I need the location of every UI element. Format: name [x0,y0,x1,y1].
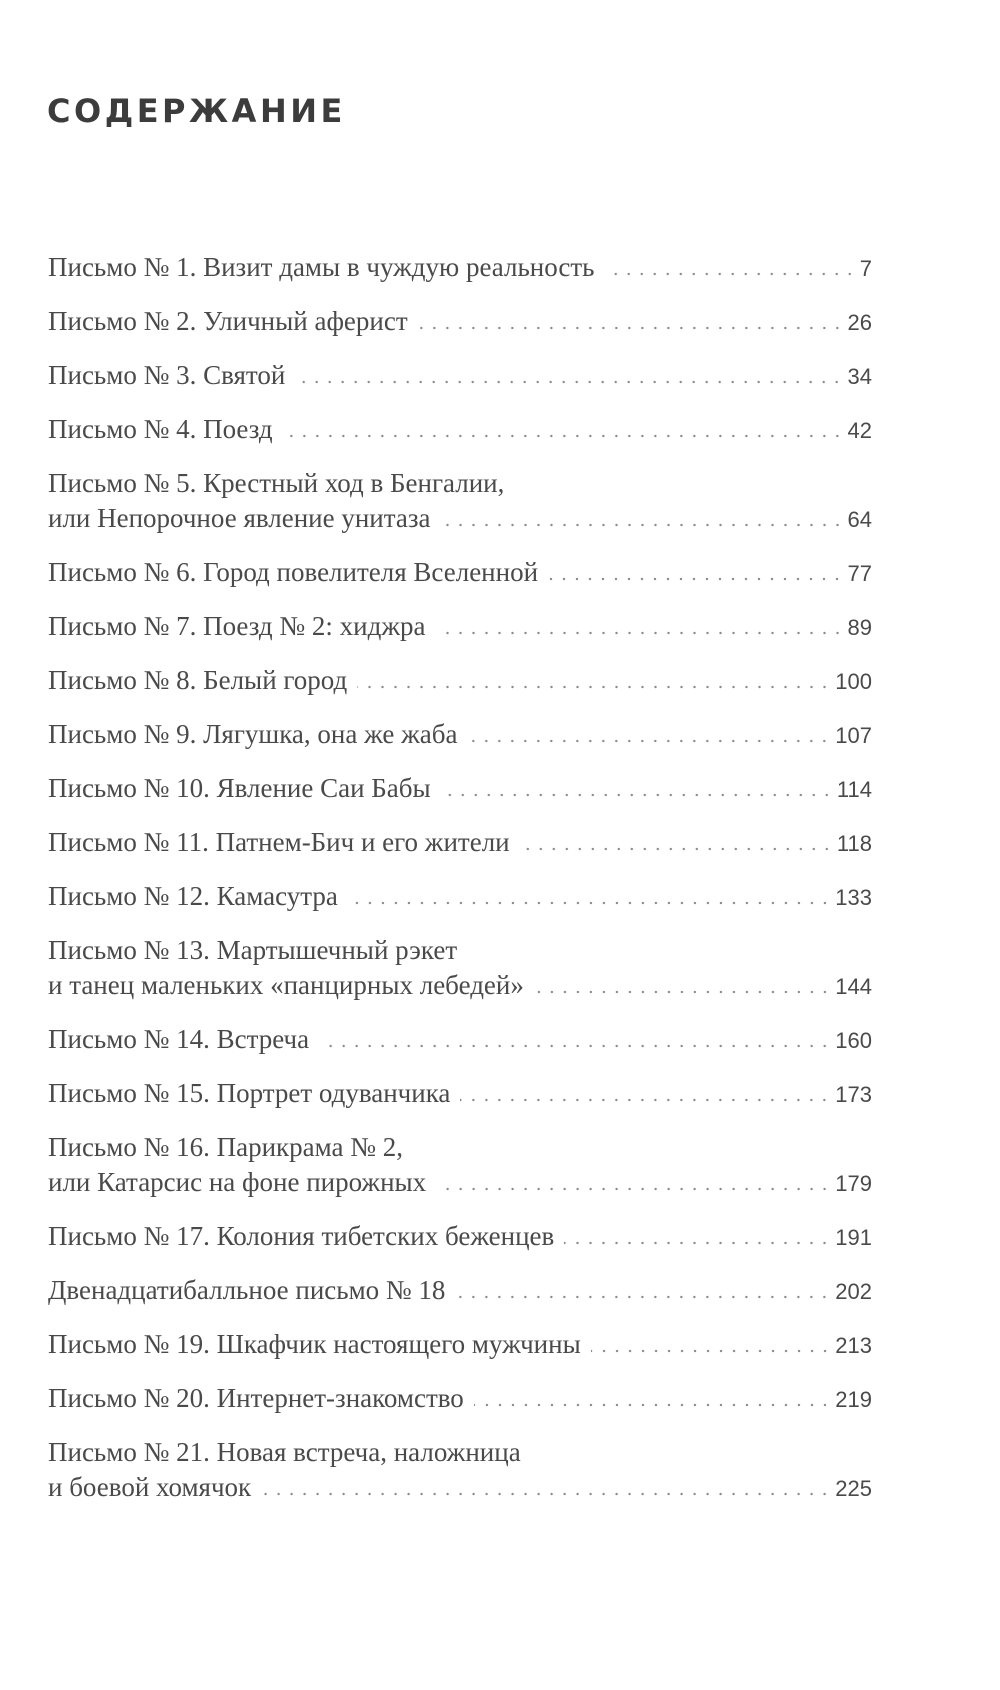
toc-entry[interactable] [48,879,872,914]
toc-entry-line [48,1470,872,1505]
page-number: 34 [847,364,872,389]
toc-entry-line [48,250,872,285]
toc-entry-line [48,555,872,590]
toc-entry-line [48,1381,872,1416]
page-number: 160 [835,1028,872,1053]
dot-leader [357,685,831,689]
toc-entry[interactable] [48,933,872,1003]
toc-entry[interactable] [48,358,872,393]
page-number: 191 [835,1225,872,1250]
toc-entry[interactable] [48,1381,872,1416]
toc-entry[interactable] [48,663,872,698]
page-number: 173 [835,1082,872,1107]
page-number: 100 [835,669,872,694]
page-number: 114 [836,777,872,802]
toc-entry-title: Письмо № 2. Уличный аферист [48,306,408,336]
toc-entry-title: Двенадцатибалльное письмо № 18 [48,1275,446,1305]
toc-entry-title: или Катарсис на фоне пирожных [48,1167,427,1197]
page-number: 7 [859,256,872,281]
toc-entry-line [48,717,872,752]
dot-leader [455,1295,831,1299]
dot-leader [348,901,831,905]
page-title: СОДЕРЖАНИЕ [47,92,346,130]
toc-entry-line [48,1165,872,1200]
toc-entry-line [48,358,872,393]
toc-entry-line [48,1076,872,1111]
toc-entry-title: Письмо № 4. Поезд [48,414,273,444]
toc-entry-line [48,663,872,698]
toc-entry-line [48,609,872,644]
toc-entry-title: или Непорочное явление унитаза [48,503,431,533]
toc-entry[interactable] [48,466,872,536]
toc-entry-line [48,1130,872,1165]
dot-leader [261,1492,831,1496]
toc-entry-title: Письмо № 21. Новая встреча, наложница [48,1437,521,1467]
toc-entry[interactable] [48,771,872,806]
toc-entry[interactable] [48,1130,872,1200]
dot-leader [436,631,844,635]
dot-leader [418,326,844,330]
dot-leader [441,793,833,797]
dot-leader [591,1349,832,1353]
toc-entry-title: Письмо № 1. Визит дамы в чуждую реальность [48,252,595,282]
toc-entry[interactable] [48,717,872,752]
toc-entry-title: Письмо № 3. Святой [48,360,286,390]
toc-entry[interactable] [48,1327,872,1362]
toc-entry-title: и боевой хомячок [48,1472,252,1502]
toc-entry-title: Письмо № 12. Камасутра [48,881,338,911]
toc-entry-line [48,466,872,501]
dot-leader [436,1187,831,1191]
page-number: 144 [835,974,872,999]
toc-entry[interactable] [48,609,872,644]
toc-entry-title: Письмо № 10. Явление Саи Бабы [48,773,431,803]
dot-leader [605,272,856,276]
dot-leader [520,847,833,851]
dot-leader [283,434,844,438]
toc-entry-line [48,771,872,806]
page-number: 107 [835,723,872,748]
toc-entry-title: Письмо № 9. Лягушка, она же жаба [48,719,458,749]
toc-entry-line [48,1273,872,1308]
toc-entry-line [48,825,872,860]
toc-entry[interactable] [48,304,872,339]
toc-entry[interactable] [48,1022,872,1057]
toc-entry[interactable] [48,825,872,860]
toc-entry-title: Письмо № 8. Белый город [48,665,348,695]
toc-entry-title: Письмо № 14. Встреча [48,1024,310,1054]
toc-entry[interactable] [48,1273,872,1308]
toc-entry-line [48,933,872,968]
page-number: 118 [836,831,872,856]
toc-entry-title: Письмо № 5. Крестный ход в Бенгалии, [48,468,505,498]
page-number: 179 [835,1171,872,1196]
toc-entry-line [48,501,872,536]
page-number: 26 [847,310,872,335]
toc-entry-line [48,1435,872,1470]
toc-entry-title: и танец маленьких «панцирных лебедей» [48,970,524,1000]
toc-entry-line [48,412,872,447]
toc-entry[interactable] [48,412,872,447]
toc-entry-title: Письмо № 17. Колония тибетских беженцев [48,1221,555,1251]
toc-entry-line [48,968,872,1003]
page-number: 202 [835,1279,872,1304]
page-number: 42 [847,418,872,443]
page-number: 64 [847,507,872,532]
toc-entry-title: Письмо № 6. Город повелителя Вселенной [48,557,539,587]
toc-entry[interactable] [48,1435,872,1505]
dot-leader [474,1403,831,1407]
toc-entry[interactable] [48,555,872,590]
toc-entry-title: Письмо № 11. Патнем-Бич и его жители [48,827,510,857]
toc-entry-line [48,879,872,914]
page-number: 219 [835,1387,872,1412]
toc-entry-line [48,1219,872,1254]
toc-entry-line [48,304,872,339]
dot-leader [534,990,831,994]
dot-leader [564,1241,831,1245]
toc-entry-title: Письмо № 16. Парикрама № 2, [48,1132,404,1162]
dot-leader [460,1098,831,1102]
toc-entry-line [48,1327,872,1362]
dot-leader [467,739,831,743]
toc-entry-title: Письмо № 20. Интернет-знакомство [48,1383,464,1413]
page-number: 225 [835,1476,872,1501]
dot-leader [441,523,844,527]
page-number: 77 [847,561,872,586]
dot-leader [548,577,843,581]
toc-entry-line [48,1022,872,1057]
toc-entry-title: Письмо № 13. Мартышечный рэкет [48,935,458,965]
toc-entry-title: Письмо № 15. Портрет одуванчика [48,1078,451,1108]
dot-leader [319,1044,831,1048]
toc-entry-title: Письмо № 7. Поезд № 2: хиджра [48,611,426,641]
toc-entry[interactable] [48,250,872,285]
page-number: 89 [847,615,872,640]
toc-entry-title: Письмо № 19. Шкафчик настоящего мужчины [48,1329,581,1359]
page-number: 133 [835,885,872,910]
toc-entry[interactable] [48,1076,872,1111]
toc-entry[interactable] [48,1219,872,1254]
dot-leader [295,380,843,384]
page-number: 213 [835,1333,872,1358]
